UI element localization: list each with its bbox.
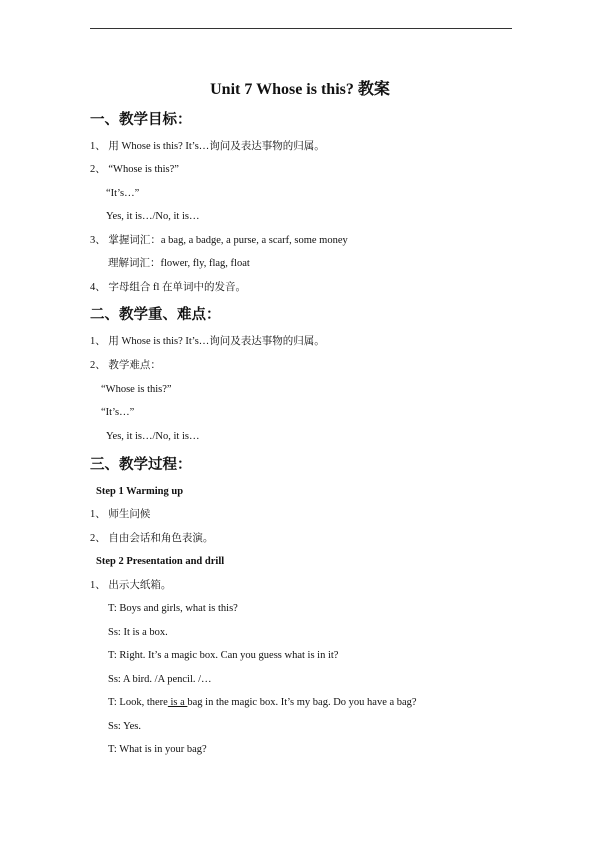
dialogue-line: T: Right. It’s a magic box. Can you guess what is in it? bbox=[108, 650, 339, 661]
dialogue-text: T: Look, there bbox=[108, 697, 168, 708]
procedure-line: 1、 出示大纸箱。 bbox=[90, 580, 172, 591]
key-point-line: 1、 用 Whose is this? It’s…询问及表达事物的归属。 bbox=[90, 336, 325, 347]
dialogue-line: T: What is in your bag? bbox=[108, 744, 207, 755]
objective-line: 3、 掌握词汇：a bag, a badge, a purse, a scarf, some money bbox=[90, 235, 348, 246]
key-point-line: “It’s…” bbox=[101, 407, 135, 418]
dialogue-line: Ss: Yes. bbox=[108, 721, 141, 732]
key-point-line: Yes, it is…/No, it is… bbox=[106, 431, 200, 442]
dialogue-line: T: Boys and girls, what is this? bbox=[108, 603, 238, 614]
section-heading-key-points: 二、教学重、难点： bbox=[90, 307, 221, 323]
objective-line: 1、 用 Whose is this? It’s…询问及表达事物的归属。 bbox=[90, 141, 325, 152]
step1-heading: Step 1 Warming up bbox=[96, 486, 184, 497]
key-point-line: 2、 教学难点： bbox=[90, 360, 161, 371]
objective-line: 4、 字母组合 fl 在单词中的发音。 bbox=[90, 282, 247, 293]
page-title: Unit 7 Whose is this? 教案 bbox=[210, 81, 390, 98]
objective-line: Yes, it is…/No, it is… bbox=[106, 211, 200, 222]
top-rule bbox=[90, 28, 512, 29]
dialogue-line: Ss: A bird. /A pencil. /… bbox=[108, 674, 212, 685]
objective-line: 理解词汇：flower, fly, flag, float bbox=[108, 258, 250, 269]
objective-line: “It’s…” bbox=[106, 188, 140, 199]
procedure-line: 1、 师生问候 bbox=[90, 509, 151, 520]
section-heading-procedure: 三、教学过程： bbox=[90, 457, 192, 473]
dialogue-line bbox=[108, 696, 417, 710]
key-point-line: “Whose is this?” bbox=[101, 384, 172, 395]
dialogue-line: Ss: It is a box. bbox=[108, 627, 168, 638]
procedure-line: 2、 自由会话和角色表演。 bbox=[90, 533, 214, 544]
underlined-phrase: is a bbox=[167, 697, 188, 708]
dialogue-text: bag in the magic box. It’s my bag. Do you have a bag? bbox=[187, 697, 417, 708]
step2-heading: Step 2 Presentation and drill bbox=[96, 556, 225, 567]
objective-line: 2、 “Whose is this?” bbox=[90, 164, 179, 175]
section-heading-objectives: 一、教学目标： bbox=[90, 112, 192, 128]
